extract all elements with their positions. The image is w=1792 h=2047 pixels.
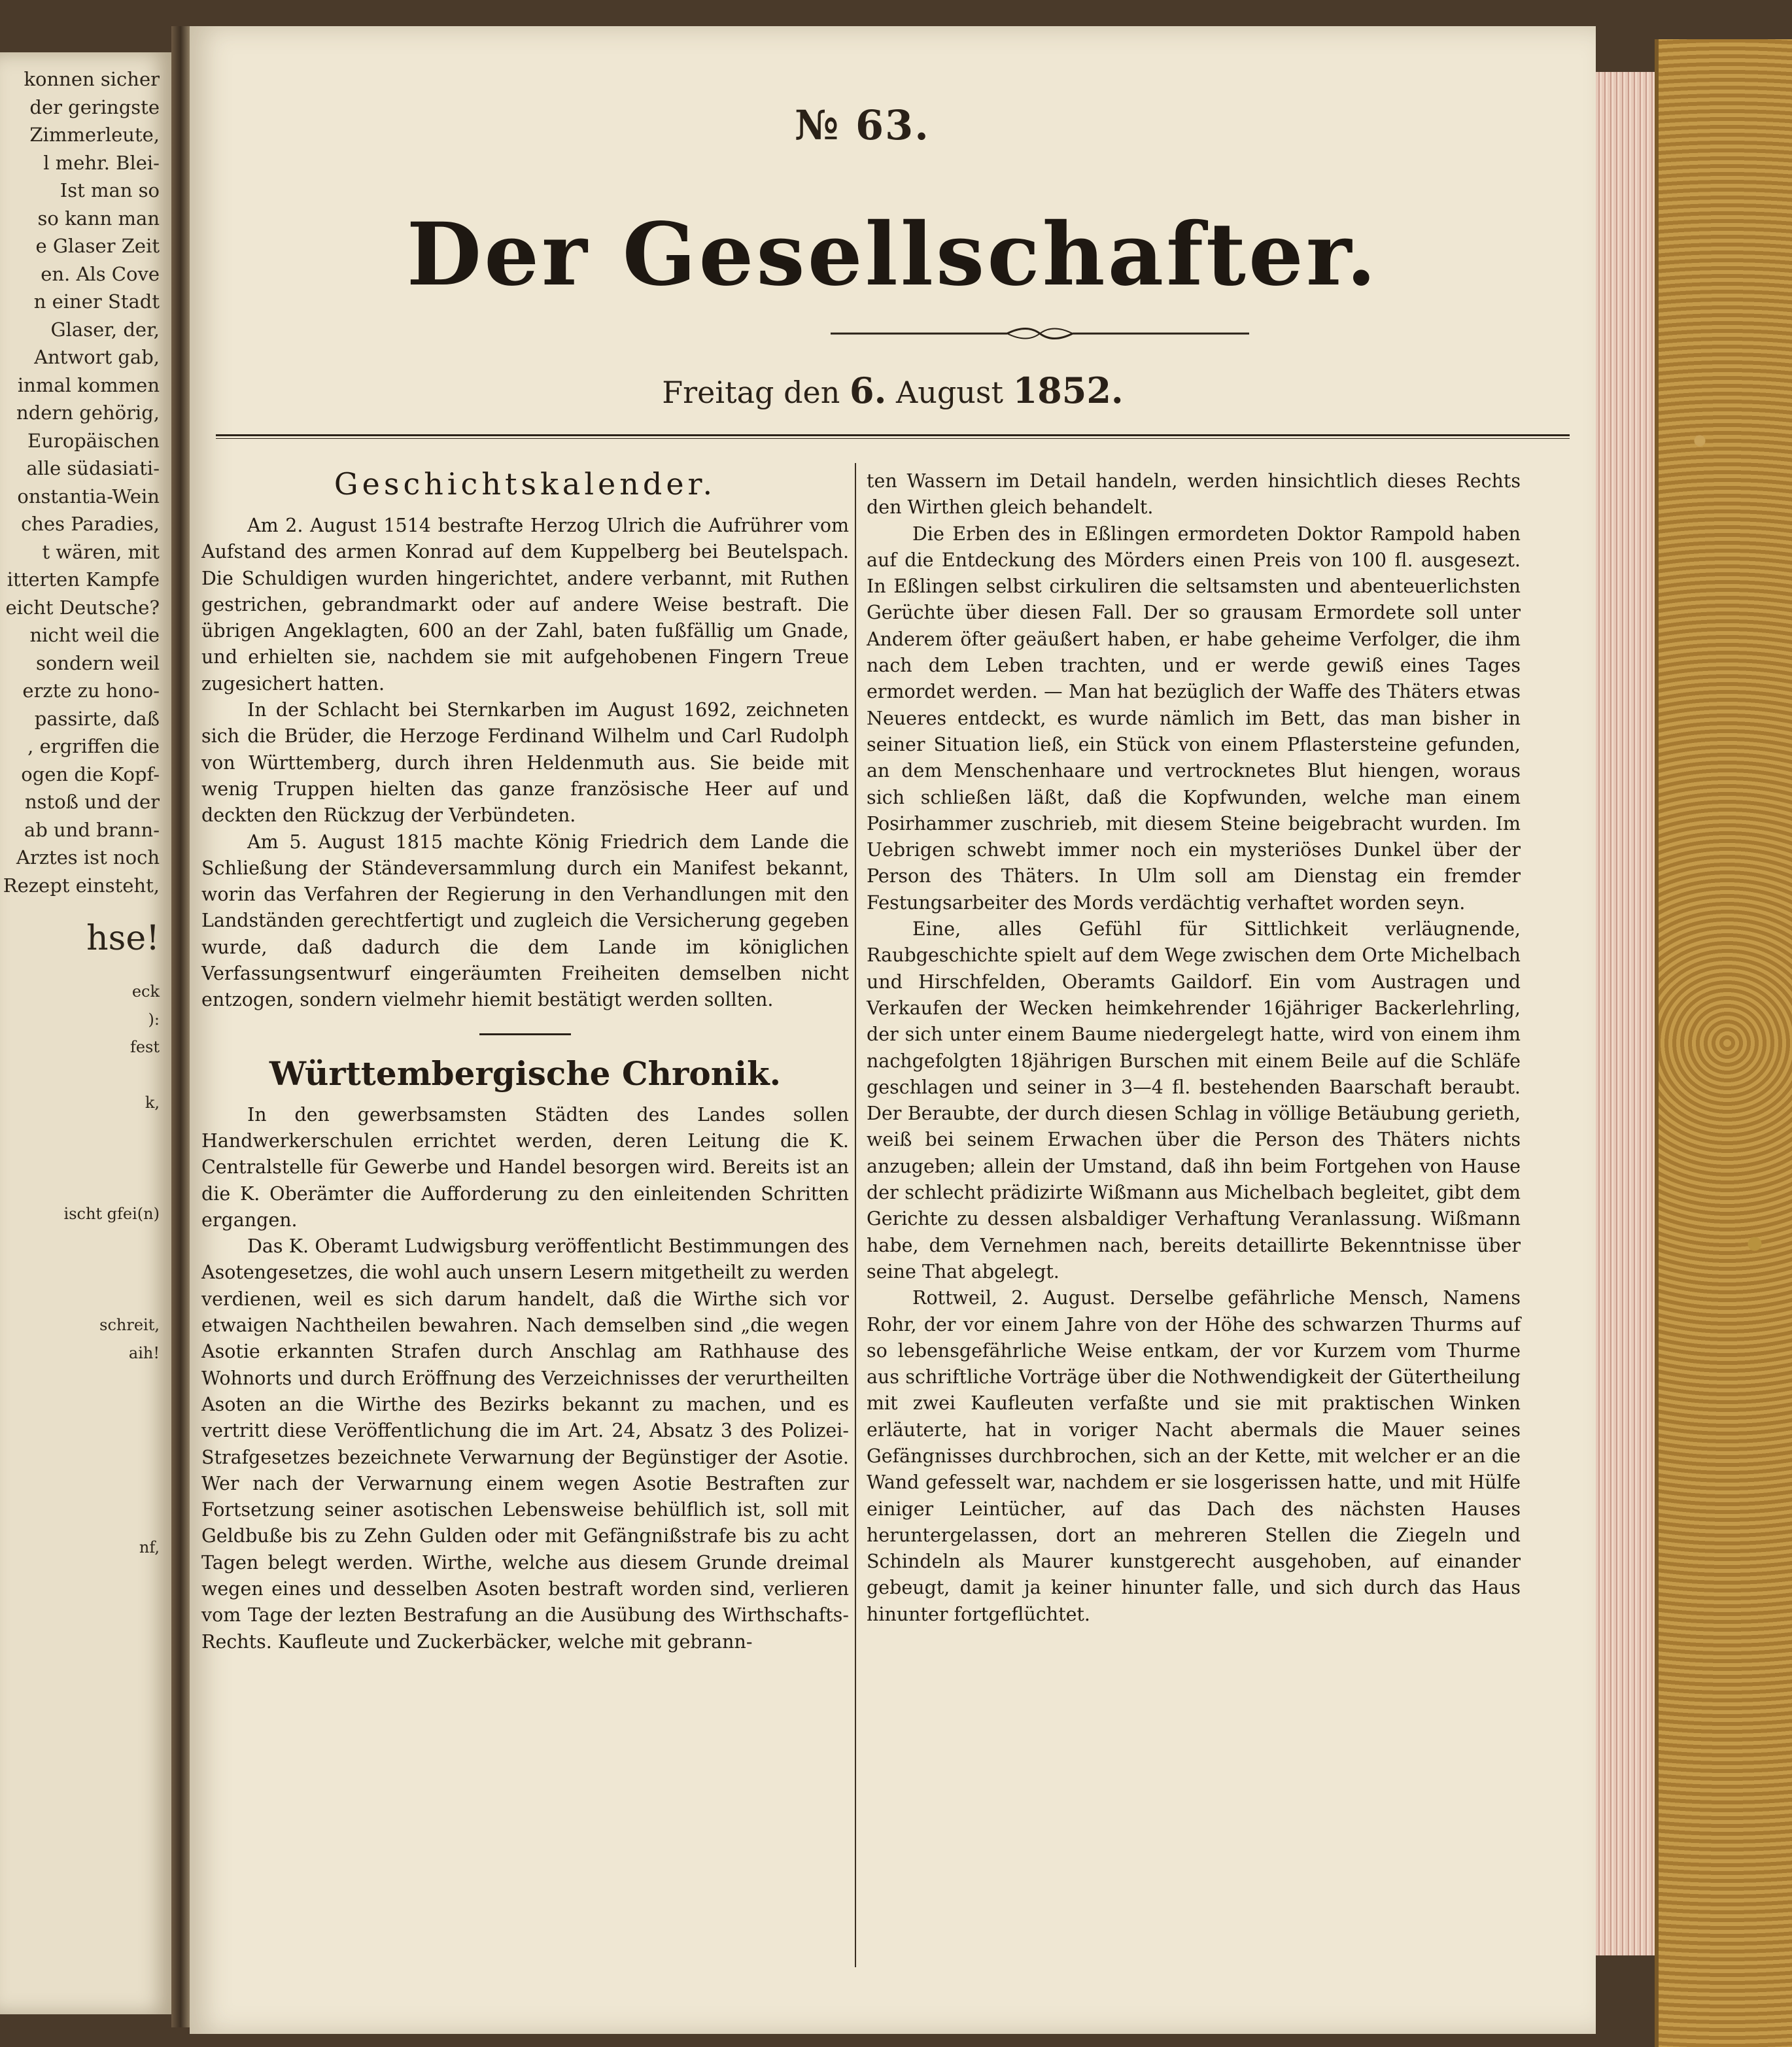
left-line: eck	[131, 982, 160, 1001]
column-left	[201, 463, 849, 1655]
left-line: passirte, daß	[34, 707, 160, 730]
left-line	[0, 1256, 164, 1284]
left-line	[0, 1451, 164, 1479]
column-divider	[855, 463, 856, 1967]
left-line	[0, 1173, 164, 1201]
section-heading-chronik: Württembergische Chronik.	[269, 1054, 782, 1093]
left-line: n einer Stadt	[33, 290, 160, 313]
left-line: itterten Kampfe	[7, 568, 160, 591]
newspaper-page	[190, 26, 1596, 2034]
date-year: 1852.	[1012, 370, 1124, 411]
left-line: nstoß und der	[25, 791, 160, 813]
left-line: t wären, mit	[42, 540, 160, 563]
left-line: ogen die Kopf-	[21, 763, 160, 785]
left-line: ndern gehörig,	[16, 402, 160, 424]
article-paragraph: Rottweil, 2. August. Derselbe gefährliche Mensch, Namens Rohr, der vor einem Jahre von der Höhe des schwarzen Thurms auf so lebensgefährliche Weise entkam, der vor Kurzem vom Thurme aus schriftliche Vorträge über die Nothwendigkeit der Gütertheilung mit zwei Kaufleuten verfaßte und sie mit praktischen Winken erläuterte, hat in voriger Nacht abermals die Mauer seines Gefängnisses durchbrochen, sich an der Kette, mit welcher er an die Wand gefesselt war, nachdem er sie losgerissen hatte, und mit Hülfe einiger Leintücher, auf das Dach des nächsten Hauses heruntergelassen, dort an mehreren Stellen die Ziegeln und Schindeln als Maurer kunstgerecht ausgehoben, auf einander gebeugt, damit ja keiner hinunter falle, und sich durch das Haus hinunter fortgeflüchtet.	[867, 1287, 1521, 1625]
flourish-ornament	[831, 324, 1249, 343]
left-line	[0, 1284, 164, 1312]
left-line: en. Als Cove	[41, 262, 160, 285]
left-line: Ist man so	[60, 179, 160, 201]
left-line	[0, 1506, 164, 1534]
left-line: Antwort gab,	[34, 346, 160, 368]
left-line: ab und brann-	[24, 818, 160, 841]
left-line: erzte zu hono-	[22, 679, 160, 702]
left-line: ches Paradies,	[21, 513, 160, 535]
left-page	[0, 52, 171, 2014]
left-line: Zimmerleute,	[29, 124, 160, 146]
left-heading-fragment: hse!	[86, 919, 160, 958]
left-line: onstantia-Wein	[17, 485, 160, 507]
left-line: der geringste	[29, 95, 160, 118]
left-line: , ergriffen die	[27, 735, 160, 757]
book-gutter	[171, 26, 190, 2027]
date-prefix: Freitag den	[662, 375, 840, 410]
left-line	[0, 1395, 164, 1423]
left-page-text	[0, 65, 164, 1562]
article-paragraph: Am 5. August 1815 machte König Friedrich dem Lande die Schließung der Ständeversammlung durch ein Manifest bekannt, worin das Verfahren der Regierung in den Verhandlungen mit den Landständen gerechtfertigt und zugleich die Versicherung gegeben wurde, daß dadurch die dem Lande im königlichen Verfassungsentwurf eingeräumten Freiheiten demselben nicht entzogen, sondern vielmehr hiemit bestätigt werden sollten.	[201, 831, 849, 1011]
left-line	[0, 1228, 164, 1256]
article-paragraph: In der Schlacht bei Sternkarben im August 1692, zeichneten sich die Brüder, die Herzoge Ferdinand Wilhelm und Carl Rudolph von Württemberg, durch ihren Heldenmuth aus. Sie beide mit wenig Truppen hielten das ganze französische Heer auf und deckten den Rückzug der Verbündeten.	[201, 699, 849, 827]
left-line: k,	[145, 1093, 160, 1112]
left-line: ):	[148, 1010, 160, 1029]
article-paragraph: Eine, alles Gefühl für Sittlichkeit verläugnende, Raubgeschichte spielt auf dem Wege zwischen dem Orte Michelbach und Hirschfelden, Oberamts Gaildorf. Ein vom Austragen und Verkaufen der Wecken heimkehrender 16jähriger Backerlehrling, der sich unter einem Baume niedergelegt hatte, wird von einem ihm nachgefolgten 18jährigen Burschen mit einem Beile auf die Schläfe geschlagen und seiner in 3—4 fl. bestehenden Baarschaft beraubt. Der Beraubte, der durch diesen Schlag in völlige Betäubung gerieth, weiß bei seinem Erwachen über die Person des Thäters nichts anzugeben; allein der Umstand, daß ihn beim Fortgehen von Hause der schlecht prädizirte Wißmann aus Michelbach begleitet, gibt dem Gerichte zu dessen alsbaldiger Verhaftung Veranlassung. Wißmann habe, dem Vernehmen nach, bereits detaillirte Bekenntnisse über seine That abgelegt.	[867, 918, 1521, 1282]
left-line: alle südasiati-	[26, 457, 160, 479]
newspaper-title: Der Gesellschafter.	[406, 204, 1379, 305]
date-month: August	[896, 375, 1004, 410]
left-line: Rezept einsteht,	[3, 874, 160, 897]
left-line: Glaser, der,	[50, 318, 160, 341]
left-line	[0, 1422, 164, 1451]
section-divider	[479, 1033, 571, 1035]
article-paragraph: Das K. Oberamt Ludwigsburg veröffentlicht Bestimmungen des Asotengesetzes, die wohl auch unsern Lesern mitgetheilt zu werden verdienen, weil es sich darum handelt, daß die Wirthe sich vor etwaigen Nachtheilen bewahren. Nach demselben sind „die wegen Asotie erkannten Strafen durch Anschlag am Rathhause des Wohnorts und durch Eröffnung des Verzeichnisses der verurtheilten Asoten an die Wirthe des Bezirks bekannt zu machen, und es vertritt diese Veröffentlichung die im Art. 24, Absatz 3 des Polizei-Strafgesetzes bezeichnete Verwarnung der Begünstiger der Asotie. Wer nach der Verwarnung einem wegen Asotie Bestraften zur Fortsetzung seiner asotischen Lebensweise behülflich ist, soll mit Geldbuße bis zu Zehn Gulden oder mit Gefängnißstrafe bis zu acht Tagen belegt werden. Wirthe, welche aus diesem Grunde dreimal wegen eines und desselben Asoten bestraft worden sind, verlieren vom Tage der lezten Bestrafung an die Ausübung des Wirthschafts-Rechts. Kaufleute und Zuckerbäcker, welche mit gebrann-	[201, 1235, 849, 1653]
dateline	[190, 370, 1596, 411]
article-paragraph: ten Wassern im Detail handeln, werden hinsichtlich dieses Rechts den Wirthen gleich behandelt.	[867, 470, 1521, 519]
left-line	[0, 1144, 164, 1173]
left-line: konnen sicher	[24, 68, 160, 90]
left-line	[0, 1478, 164, 1506]
left-line: fest	[129, 1038, 160, 1056]
left-line: l mehr. Blei-	[43, 151, 160, 174]
left-line: e Glaser Zeit	[35, 235, 160, 257]
article-paragraph: In den gewerbsamsten Städten des Landes sollen Handwerkerschulen errichtet werden, deren Leitung die K. Centralstelle für Gewerbe und Handel besorgen wird. Bereits ist an die K. Oberämter die Aufforderung zu den einleitenden Schritten ergangen.	[201, 1103, 849, 1231]
book-cover	[1655, 39, 1792, 2047]
left-line: so kann man	[37, 207, 160, 230]
left-line	[0, 1061, 164, 1090]
left-line: nf,	[139, 1538, 160, 1557]
header-rule	[216, 434, 1570, 439]
article-paragraph: Am 2. August 1514 bestrafte Herzog Ulrich die Aufrührer vom Aufstand des armen Konrad auf dem Kuppelberg bei Beutelspach. Die Schuldigen wurden hingerichtet, andere verbannt, mit Ruthen gestrichen, gebrandmarkt oder auf andere Weise bestraft. Die übrigen Angeklagten, 600 an der Zahl, baten fußfällig um Gnade, und erhielten sie, nachdem sie mit aufgehobenen Fingern Treue zugesichert hatten.	[201, 515, 849, 695]
left-line	[0, 1367, 164, 1395]
left-line: ischt gfei(n)	[63, 1205, 160, 1223]
column-right	[867, 468, 1521, 1628]
left-line: eicht Deutsche?	[5, 596, 160, 619]
page-block-edges	[1596, 72, 1655, 1955]
left-line	[0, 1117, 164, 1145]
article-paragraph: Die Erben des in Eßlingen ermordeten Doktor Rampold haben auf die Entdeckung des Mörders einen Preis von 100 fl. ausgesezt. In Eßlingen selbst cirkuliren die seltsamsten und abenteuerlichsten Gerüchte über diesen Fall. Der so grausam Ermordete soll unter Anderem öfter geäußert haben, er habe geheime Verfolger, die ihm nach dem Leben trachten, und er werde gewiß eines Tages ermordet werden. — Man hat bezüglich der Waffe des Thäters etwas Neueres entdeckt, es wurde nämlich im Bett, das man bisher in seiner Situation ließ, ein Stück von einem Pflastersteine gefunden, an dem Menschenhaare und vertrocknetes Blut hiengen, woraus sich schließen läßt, daß die Kopfwunden, welche man einem Posirhammer zuschrieb, mit diesem Steine beigebracht wurden. Im Uebrigen schwebt immer noch ein mysteriöses Dunkel über der Person des Thäters. In Ulm soll am Dienstag ein fremder Festungsarbeiter des Mords verdächtig verhaftet worden seyn.	[867, 523, 1521, 914]
left-line: sondern weil	[35, 651, 160, 674]
left-line: Arztes ist noch	[16, 846, 160, 869]
left-line: aih!	[128, 1343, 160, 1362]
issue-number: № 63.	[795, 101, 930, 149]
left-line: inmal kommen	[17, 373, 160, 396]
section-heading-geschichtskalender: Geschichtskalender.	[334, 466, 717, 502]
left-line: schreit,	[99, 1316, 160, 1334]
left-line: nicht weil die	[29, 624, 160, 646]
date-day: 6.	[850, 370, 887, 411]
left-line: Europäischen	[27, 429, 160, 452]
